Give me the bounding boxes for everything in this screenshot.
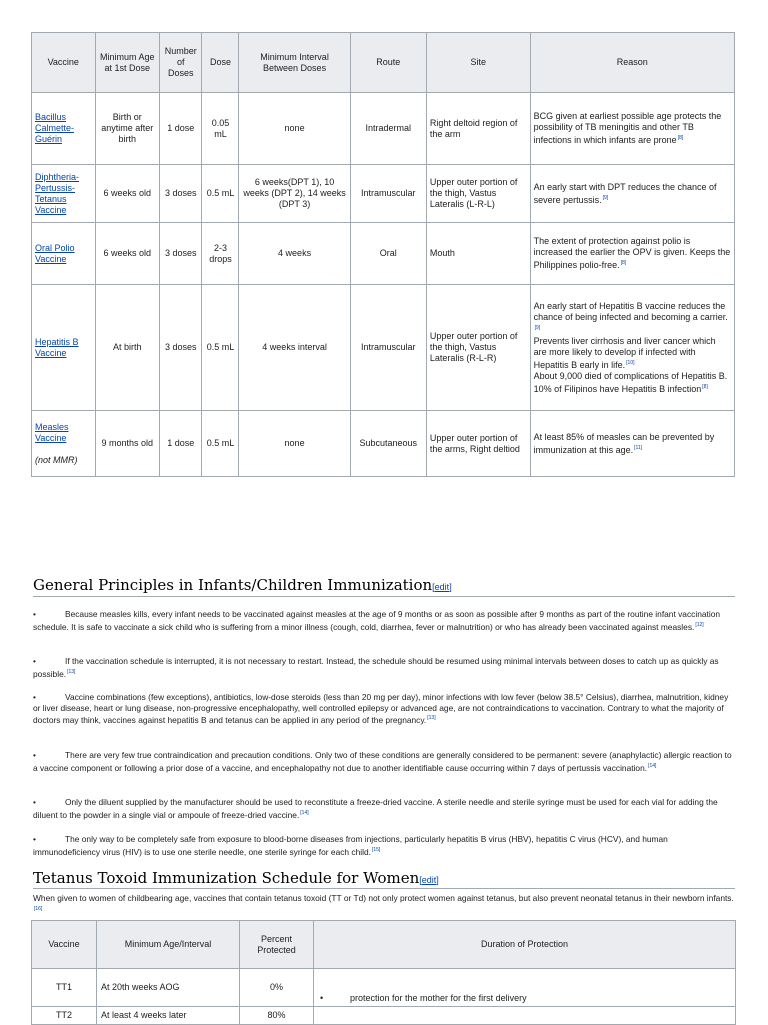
route-cell: Intramuscular — [350, 165, 426, 223]
section-title: Tetanus Toxoid Immunization Schedule for Women — [33, 869, 420, 887]
citation-link[interactable]: [13] — [427, 715, 436, 721]
site-cell: Upper outer portion of the thigh, Vastus Lateralis (L-R-L) — [426, 165, 530, 223]
doses-cell: 3 doses — [160, 165, 202, 223]
vaccine-link-measles[interactable]: Measles Vaccine — [35, 421, 69, 443]
reason-text: About 9,000 died of complications of Hepatitis B. 10% of Filipinos have Hepatitis B infection — [533, 370, 728, 394]
citation-link[interactable]: [13] — [67, 668, 76, 675]
reason-cell — [530, 411, 734, 477]
interval-cell: At 20th weeks AOG — [97, 969, 240, 1007]
bullet-text: If the vaccination schedule is interrupted, it is not necessary to restart. Instead, the schedule should be resumed using minimal intervals between doses to catch up as quickly as possible. — [33, 656, 719, 679]
dose-cell: 0.5 mL — [202, 165, 239, 223]
citation-link[interactable]: [11] — [634, 444, 643, 451]
reason-text: Prevents liver cirrhosis and liver cancer which are more likely to develop if infected with Hepatitis B early in life. — [533, 335, 716, 370]
bullet-text: Because measles kills, every infant needs to be vaccinated against measles at the age of 9 months or as soon as possible after 9 months as part of the routine infant vaccination schedule. It is safe to vaccinate a sick child who is suffering from a minor illness (cough, cold, diarrhea, fever or malnutrition) or who has already been vaccinated against measles. — [33, 609, 721, 632]
interval-cell: none — [239, 411, 350, 477]
intro-text: When given to women of childbearing age, vaccines that contain tetanus toxoid (TT or Td) not only protect women against tetanus, but also prevent neonatal tetanus in their newborn infants. — [33, 893, 734, 903]
min-age-cell: 6 weeks old — [95, 165, 160, 223]
bullet-marker: • — [33, 609, 36, 619]
citation-link[interactable]: [9] — [602, 194, 609, 201]
reason-cell — [530, 285, 734, 411]
bullet-marker: • — [33, 692, 36, 702]
site-cell: Right deltoid region of the arm — [426, 93, 530, 165]
site-cell: Mouth — [426, 223, 530, 285]
route-cell: Intramuscular — [350, 285, 426, 411]
site-cell: Upper outer portion of the thigh, Vastus Lateralis (R-L-R) — [426, 285, 530, 411]
list-item — [33, 656, 735, 679]
table-row — [32, 93, 735, 165]
table-row — [32, 411, 735, 477]
bullet-marker: • — [320, 993, 324, 1003]
column-header: Reason — [530, 33, 734, 93]
column-header: Vaccine — [32, 33, 96, 93]
duration-cell — [314, 969, 736, 1007]
min-age-cell: Birth or anytime after birth — [95, 93, 160, 165]
dose-cell: 2-3 drops — [202, 223, 239, 285]
citation-link[interactable]: [14] — [648, 762, 657, 769]
column-header: Site — [426, 33, 530, 93]
citation-link[interactable]: [10] — [626, 359, 635, 366]
route-cell: Subcutaneous — [350, 411, 426, 477]
vaccine-link-hepb[interactable]: Hepatitis B Vaccine — [35, 336, 79, 358]
edit-link[interactable]: edit — [434, 582, 450, 592]
duration-cell — [314, 1007, 736, 1025]
list-item — [33, 834, 735, 857]
table-row — [32, 165, 735, 223]
column-header: Percent Protected — [240, 921, 314, 969]
percent-cell: 80% — [240, 1007, 314, 1025]
dose-cell: 0.05 mL — [202, 93, 239, 165]
column-header: Route — [350, 33, 426, 93]
interval-cell: 6 weeks(DPT 1), 10 weeks (DPT 2), 14 weeks (DPT 3) — [239, 165, 350, 223]
citation-link[interactable]: [8] — [677, 135, 684, 141]
column-header: Vaccine — [32, 921, 97, 969]
route-cell: Intradermal — [350, 93, 426, 165]
doses-cell: 1 dose — [160, 411, 202, 477]
column-header: Duration of Protection — [314, 921, 736, 969]
doses-cell: 3 doses — [160, 285, 202, 411]
vaccine-note: (not MMR) — [35, 454, 78, 465]
citation-link[interactable]: [12] — [695, 621, 704, 628]
min-age-cell: At birth — [95, 285, 160, 411]
reason-text: BCG given at earliest possible age protects the possibility of TB meningitis and other TB infections in which infants are prone — [533, 111, 722, 145]
column-header: Dose — [202, 33, 239, 93]
table-header-row — [32, 921, 736, 969]
list-item — [33, 750, 735, 773]
table-row — [32, 1007, 736, 1025]
table-header-row — [32, 33, 735, 93]
list-item — [33, 797, 735, 820]
section-divider — [33, 596, 735, 597]
bullet-text: The only way to be completely safe from exposure to blood-borne diseases from injections, particularly hepatitis B virus (HBV), hepatitis C virus (HCV), and human immunodeficiency virus (HIV) is to use one sterile needle, one sterile syringe for each child. — [33, 834, 668, 857]
bullet-marker: • — [33, 750, 36, 760]
section-title: General Principles in Infants/Children Immunization — [33, 576, 433, 594]
section-heading-tetanus-toxoid: Tetanus Toxoid Immunization Schedule for Women[edit] — [33, 869, 439, 887]
column-header: Minimum Interval Between Doses — [239, 33, 350, 93]
reason-text: An early start of Hepatitis B vaccine reduces the chance of being infected and becoming a carrier. — [533, 300, 728, 322]
percent-cell: 0% — [240, 969, 314, 1007]
min-age-cell: 6 weeks old — [95, 223, 160, 285]
section-divider — [33, 888, 735, 889]
citation-link[interactable]: [16] — [34, 905, 43, 912]
reason-text: An early start with DPT reduces the chance of severe pertussis. — [533, 181, 717, 205]
interval-cell: 4 weeks interval — [239, 285, 350, 411]
bullet-marker: • — [33, 797, 36, 807]
immunization-table — [31, 32, 735, 477]
column-header: Minimum Age at 1st Dose — [95, 33, 160, 93]
bullet-text: Vaccine combinations (few exceptions), antibiotics, low-dose steroids (less than 20 mg per day), minor infections with low fever (below 38.5° Celsius), diarrhea, malnutrition, kidney or liver disease, heart or lung disease, non-progressive encephalopathy, well controlled epilepsy or advanced age, are not contraindications to vaccination. Contrary to what the majority of doctors may think, vaccines against hepatitis B and tetanus can be applied in any period of the pregnancy. — [33, 692, 729, 725]
citation-link[interactable]: [15] — [371, 846, 381, 853]
citation-link[interactable]: [8] — [702, 383, 708, 390]
section-heading-general-principles: General Principles in Infants/Children Immunization[edit] — [33, 576, 452, 594]
column-header: Number of Doses — [160, 33, 202, 93]
table-row — [32, 223, 735, 285]
duration-text: protection for the mother for the first delivery — [350, 993, 527, 1003]
citation-link[interactable]: [9] — [534, 324, 541, 331]
citation-link[interactable]: [14] — [300, 809, 309, 816]
interval-cell: none — [239, 93, 350, 165]
doses-cell: 1 dose — [160, 93, 202, 165]
reason-cell — [530, 93, 734, 165]
vaccine-link-bcg[interactable]: Bacillus Calmette-Guérin — [35, 112, 75, 144]
table-row — [32, 969, 736, 1007]
dose-cell: 0.5 mL — [202, 285, 239, 411]
bullet-marker: • — [33, 656, 36, 666]
doses-cell: 3 doses — [160, 223, 202, 285]
min-age-cell: 9 months old — [95, 411, 160, 477]
edit-link[interactable]: edit — [421, 875, 437, 885]
interval-cell: At least 4 weeks later — [97, 1007, 240, 1025]
bullet-text: There are very few true contraindication and precaution conditions. Only two of these conditions are generally considered to be permanent: severe (anaphylactic) allergic reaction to a vaccine component or following a prior dose of a vaccine, and encephalopathy not due to another identifiable cause occurring within 7 days of pertussis vaccination. — [33, 750, 732, 773]
list-item — [33, 609, 735, 632]
citation-link[interactable]: [8] — [620, 260, 627, 266]
route-cell: Oral — [350, 223, 426, 285]
interval-cell: 4 weeks — [239, 223, 350, 285]
vaccine-link-opv[interactable]: Oral Polio Vaccine — [35, 242, 75, 264]
bullet-marker: • — [33, 834, 36, 844]
reason-cell — [530, 223, 734, 285]
tetanus-toxoid-table — [31, 920, 736, 1025]
dose-cell: 0.5 mL — [202, 411, 239, 477]
reason-text: The extent of protection against polio is increased the earlier the OPV is given. Keeps the Philippines polio-free. — [533, 236, 731, 270]
reason-cell — [530, 165, 734, 223]
vaccine-cell: TT2 — [32, 1007, 97, 1025]
site-cell: Upper outer portion of the arms, Right deltiod — [426, 411, 530, 477]
table-row — [32, 285, 735, 411]
vaccine-cell: TT1 — [32, 969, 97, 1007]
vaccine-link-dpt[interactable]: Diphtheria-Pertussis-Tetanus Vaccine — [35, 171, 80, 215]
reason-text: At least 85% of measles can be prevented by immunization at this age. — [533, 431, 715, 455]
column-header: Minimum Age/Interval — [97, 921, 240, 969]
bullet-text: Only the diluent supplied by the manufacturer should be used to reconstitute a freeze-dried vaccine. A sterile needle and sterile syringe must be used for each vial for adding the diluent to the powder in a single vial or ampoule of freeze-dried vaccine. — [33, 797, 718, 820]
list-item — [33, 692, 735, 725]
section-intro — [33, 893, 735, 916]
